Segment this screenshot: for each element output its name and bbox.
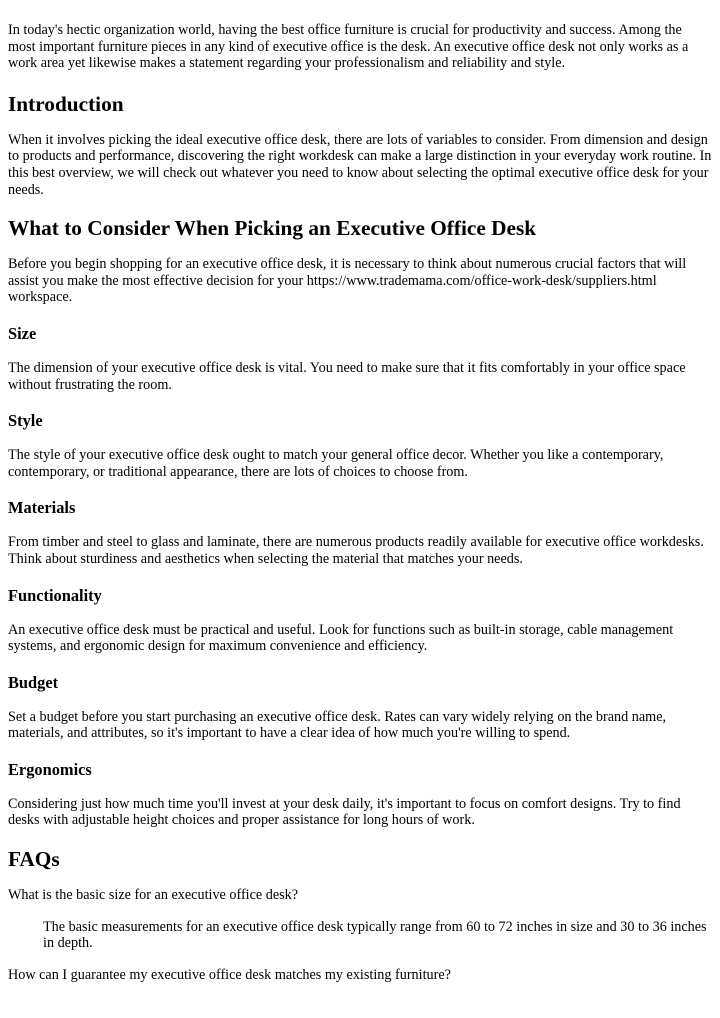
style-heading: Style bbox=[8, 411, 43, 431]
functionality-paragraph: An executive office desk must be practical and useful. Look for functions such as built-in storage, cable management systems, and ergonomic design for maximum convenience and efficiency. bbox=[8, 621, 674, 655]
size-paragraph: The dimension of your executive office desk is vital. You need to make sure that it fits comfortably in your office space without frustrating the room. bbox=[8, 359, 686, 393]
faq-question: What is the basic size for an executive office desk? bbox=[8, 887, 299, 904]
faq-answer: The basic measurements for an executive office desk typically range from 60 to 72 inches in size and 30 to 36 inches in depth. bbox=[43, 918, 707, 952]
consider-paragraph: Before you begin shopping for an executive office desk, it is necessary to think about numerous crucial factors that will assist you make the most effective decision for your https://www.trademama.com/office-work-desk/suppliers.html workspace. bbox=[8, 256, 687, 306]
size-heading: Size bbox=[8, 323, 37, 343]
introduction-paragraph: When it involves picking the ideal executive office desk, there are lots of variables to consider. From dimension and design to products and performance, discovering the right workdesk can make a large distinction in your everyday work routine. In this best overview, we will check out whatever you need to know about selecting the optimal executive office desk for your needs. bbox=[8, 131, 712, 198]
materials-paragraph: From timber and steel to glass and laminate, there are numerous products readily available for executive office workdesks. Think about sturdiness and aesthetics when selecting the material that matches your needs. bbox=[8, 534, 704, 567]
intro-paragraph: In today's hectic organization world, having the best office furniture is crucial for productivity and success. Among the most important furniture pieces in any kind of executive office is the desk. An executive office desk not only works as a work area yet likewise makes a statement regarding your professionalism and reliability and style. bbox=[8, 22, 689, 72]
introduction-heading: Introduction bbox=[8, 91, 124, 116]
materials-heading: Materials bbox=[8, 498, 76, 518]
budget-paragraph: Set a budget before you start purchasing an executive office desk. Rates can vary widely relying on the brand name, materials, and attributes, so it's important to have a clear idea of how much you're willing to spend. bbox=[8, 708, 667, 742]
ergonomics-heading: Ergonomics bbox=[8, 759, 92, 779]
faqs-heading: FAQs bbox=[8, 847, 60, 872]
faq-question: How can I guarantee my executive office desk matches my existing furniture? bbox=[8, 966, 451, 983]
functionality-heading: Functionality bbox=[8, 585, 102, 605]
style-paragraph: The style of your executive office desk ought to match your general office decor. Whether you like a contemporary, contemporary, or traditional appearance, there are lots of choices to choose from. bbox=[8, 447, 664, 480]
consider-heading: What to Consider When Picking an Executive Office Desk bbox=[8, 216, 537, 241]
ergonomics-paragraph: Considering just how much time you'll invest at your desk daily, it's important to focus on comfort designs. Try to find desks with adjustable height choices and proper assistance for long hours of work. bbox=[8, 795, 681, 829]
budget-heading: Budget bbox=[8, 672, 59, 692]
